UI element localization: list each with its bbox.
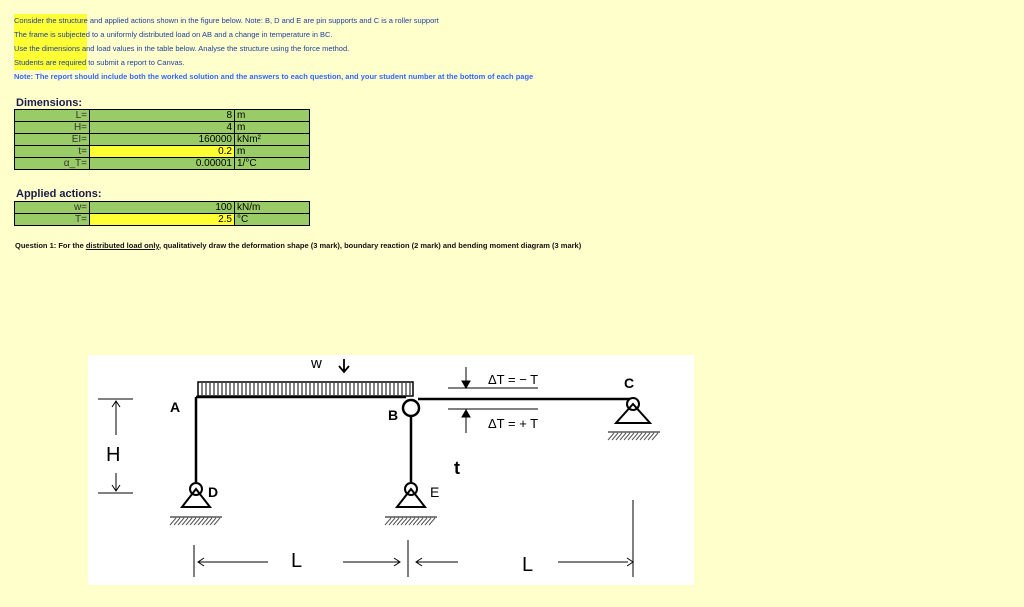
table-row [15, 202, 310, 214]
question-underlined: distributed load only [85, 241, 160, 250]
dim-label-l: L= [15, 110, 90, 122]
dimensions-title: Dimensions: [16, 97, 83, 109]
span-dimension [194, 500, 633, 577]
table-row [15, 110, 310, 122]
action-unit-w: kN/m [235, 202, 310, 214]
dim-unit-h: m [235, 122, 310, 134]
dim-label-h: H= [15, 122, 90, 134]
intro-line-2: The frame is subjected to a uniformly distributed load on AB and a change in temperature in BC. [14, 28, 914, 42]
frame-figure [88, 355, 694, 585]
node-e-label: E [430, 484, 440, 500]
temp-bottom-label: ΔT = + T [488, 416, 539, 431]
height-label: H [106, 444, 121, 466]
dimensions-table [14, 109, 310, 170]
dim-value-ei[interactable]: 160000 [90, 134, 235, 146]
problem-statement [14, 14, 914, 84]
table-row [15, 146, 310, 158]
dim-value-h[interactable]: 4 [90, 122, 235, 134]
dim-unit-ei: kNm² [235, 134, 310, 146]
intro-line-1: Consider the structure and applied actions shown in the figure below. Note: B, D and E are pin supports and C is a roller support [14, 14, 914, 28]
dim-value-alpha[interactable]: 0.00001 [90, 158, 235, 170]
dim-label-t: t= [15, 146, 90, 158]
dim-unit-l: m [235, 110, 310, 122]
action-value-w[interactable]: 100 [90, 202, 235, 214]
table-row [15, 122, 310, 134]
question-suffix: , qualitatively draw the deformation shape (3 mark), boundary reaction (2 mark) and bending moment diagram (3 mark) [159, 241, 582, 250]
question-prefix: Question 1: For the [15, 241, 86, 250]
distributed-load [198, 382, 413, 396]
node-b-label: B [388, 407, 399, 423]
node-d-label: D [208, 484, 219, 500]
dim-unit-t: m [235, 146, 310, 158]
report-note: Note: The report should include both the worked solution and the answers to each question, and your student number at the bottom of each page [14, 72, 534, 81]
question-1 [15, 241, 581, 250]
roller-support-c-icon [608, 398, 660, 440]
intro-line-4: Students are required to submit a report to Canvas. [14, 56, 914, 70]
actions-title: Applied actions: [16, 188, 102, 200]
action-label-t: T= [15, 214, 90, 226]
load-label: w [311, 355, 322, 372]
table-row [15, 158, 310, 170]
action-unit-t: °C [235, 214, 310, 226]
load-arrow-icon [339, 359, 349, 372]
span-label-2: L [522, 554, 534, 576]
intro-line-3: Use the dimensions and load values in the table below. Analyse the structure using the force method. [14, 42, 914, 56]
node-a-label: A [170, 399, 181, 415]
action-value-t[interactable]: 2.5 [90, 214, 235, 226]
dim-unit-alpha: 1/°C [235, 158, 310, 170]
table-row [15, 134, 310, 146]
node-c-label: C [624, 375, 635, 391]
dim-value-t[interactable]: 0.2 [90, 146, 235, 158]
thickness-label: t [454, 458, 460, 478]
dim-label-ei: EI= [15, 134, 90, 146]
actions-table [14, 201, 310, 226]
table-row [15, 214, 310, 226]
span-label-1: L [291, 550, 303, 572]
hinge-b-icon [403, 400, 419, 416]
temp-top-label: ΔT = − T [488, 372, 539, 387]
dim-label-alpha: α_T= [15, 158, 90, 170]
dim-value-l[interactable]: 8 [90, 110, 235, 122]
frame-diagram [88, 355, 694, 585]
action-label-w: w= [15, 202, 90, 214]
